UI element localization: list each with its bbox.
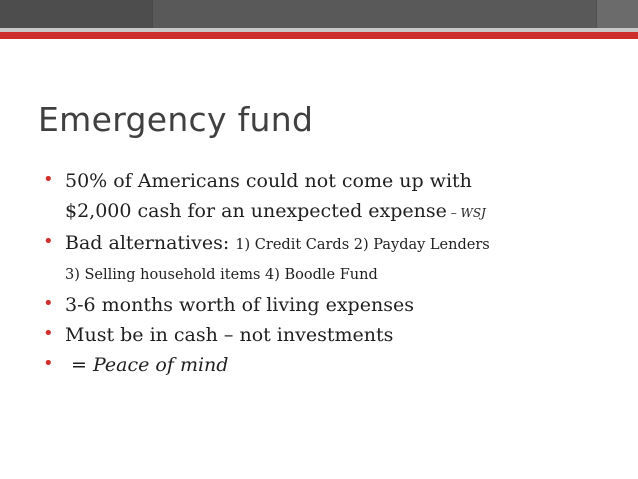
- header-band-right: [596, 0, 638, 28]
- bullet-detail: 1) Credit Cards 2) Payday Lenders: [235, 237, 490, 253]
- bullet-prefix: =: [65, 354, 93, 376]
- bullet-marker: •: [43, 353, 54, 374]
- header-band-divider: [152, 0, 153, 28]
- accent-stripe: [0, 32, 638, 39]
- bullet-marker: •: [43, 323, 54, 344]
- bullet-marker: •: [43, 293, 54, 314]
- header-band-left: [0, 0, 152, 28]
- slide-title: Emergency fund: [38, 100, 314, 139]
- bullet-list: [43, 166, 633, 380]
- bullet-detail-continued: 3) Selling household items 4) Boodle Fund: [65, 267, 378, 283]
- source-citation: – WSJ: [446, 206, 486, 220]
- bullet-text: 50% of Americans could not come up with: [65, 170, 472, 192]
- bullet-text-continued: [65, 196, 633, 228]
- bullet-text-line: [65, 350, 633, 380]
- list-item: [43, 320, 633, 350]
- bullet-lead: Bad alternatives:: [65, 232, 236, 254]
- bullet-text: $2,000 cash for an unexpected expense: [65, 200, 447, 222]
- bullet-text-line: [65, 228, 633, 260]
- bullet-marker: •: [43, 169, 54, 190]
- list-item: [43, 166, 633, 228]
- list-item: [43, 228, 633, 290]
- bullet-text: Must be in cash – not investments: [65, 324, 394, 346]
- bullet-text: 3-6 months worth of living expenses: [65, 294, 414, 316]
- bullet-marker: •: [43, 231, 54, 252]
- header-band-center: [152, 0, 596, 28]
- header-band-divider: [596, 0, 597, 28]
- list-item: [43, 290, 633, 320]
- list-item: [43, 350, 633, 380]
- bullet-emphasis: Peace of mind: [93, 354, 229, 376]
